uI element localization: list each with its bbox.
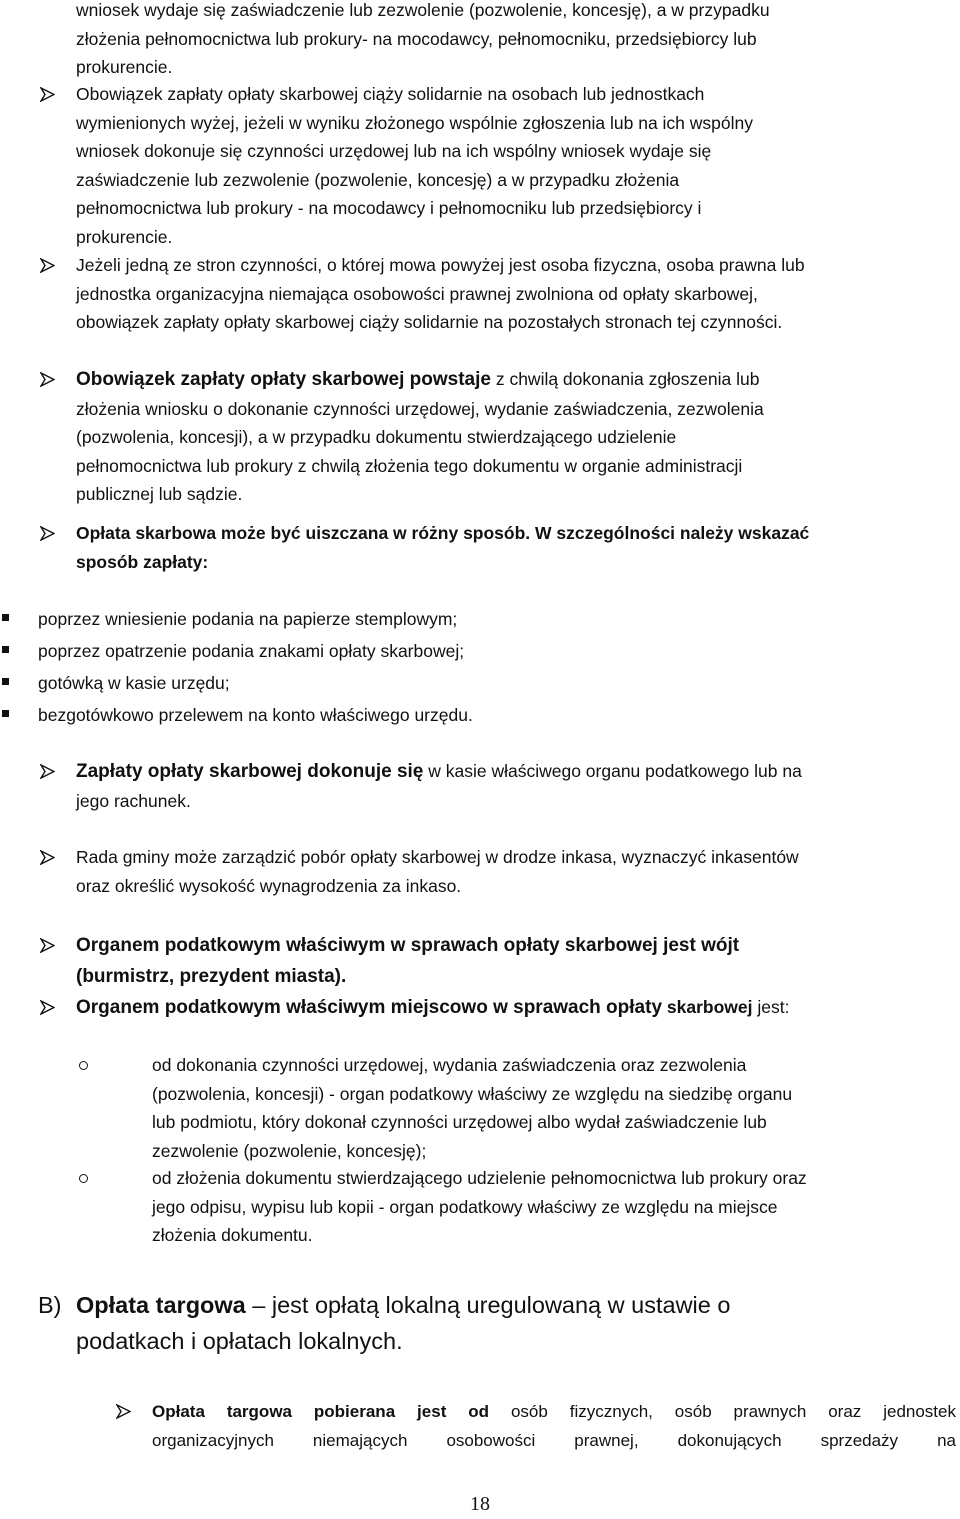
market-fee-paragraph: Opłata targowa pobierana jest od osób fizycznych, osób prawnych oraz jednostek organizacyjnych niemających osobowości prawnej, dokonujących sprzedaży na bbox=[152, 1402, 956, 1450]
circle-bullet-icon bbox=[79, 1174, 88, 1183]
arrow-bullet-icon bbox=[116, 1404, 131, 1419]
payment-place-paragraph: Zapłaty opłaty skarbowej dokonuje się w kasie właściwego organu podatkowego lub na jego rachunek. bbox=[76, 761, 802, 811]
exemption-paragraph: Jeżeli jedną ze stron czynności, o której mowa powyżej jest osoba fizyczna, osoba prawna lub jednostka organizacyjna niemająca osobowości prawnej zwolniona od opłaty skarbowej, obowiązek zapłaty opłaty skarbowej ciąży solidarnie na pozostałych stronach tej czynności. bbox=[76, 255, 805, 332]
tax-authority-paragraph: Organem podatkowym właściwym w sprawach opłaty skarbowej jest wójt (burmistrz, prezydent miasta). bbox=[76, 935, 740, 987]
payment-ways-heading: Opłata skarbowa może być uiszczana w różny sposób. W szczególności należy wskazać sposób zapłaty: bbox=[76, 523, 810, 572]
solidarity-paragraph: Obowiązek zapłaty opłaty skarbowej ciąży solidarnie na osobach lub jednostkach wymienionych wyżej, jeżeli w wyniku złożonego wspólnie zgłoszenia lub na ich wspólny wniosek dokonuje się czynności urzędowej lub na ich wspólny wniosek wydaje się zaświadczenie lub zezwolenie (pozwolenie, koncesję) a w przypadku złożenia pełnomocnictwa lub prokury - na mocodawcy i pełnomocniku lub przedsiębiorcy i prokurencie. bbox=[76, 84, 753, 247]
intro-paragraph: wniosek wydaje się zaświadczenie lub zezwolenie (pozwolenie, koncesję), a w przypadku złożenia pełnomocnictwa lub prokury- na mocodawcy, pełnomocniku, przedsiębiorcy lub prokurencie. bbox=[76, 0, 770, 77]
square-bullet-icon bbox=[2, 678, 9, 685]
arrow-bullet-icon bbox=[40, 764, 55, 779]
square-bullet-icon bbox=[2, 710, 9, 717]
list-item: bezgotówkowo przelewem na konto właściwego urzędu. bbox=[38, 705, 473, 725]
arrow-bullet-icon bbox=[40, 87, 55, 102]
obligation-arises-paragraph: Obowiązek zapłaty opłaty skarbowej powstaje z chwilą dokonania zgłoszenia lub złożenia wniosku o dokonanie czynności urzędowej, wydanie zaświadczenia, zezwolenia (pozwolenia, koncesji), a w przypadku dokumentu stwierdzającego udzielenie pełnomocnictwa lub prokury z chwilą złożenia tego dokumentu w organie administracji publicznej lub sądzie. bbox=[76, 369, 764, 504]
local-authority-paragraph: Organem podatkowym właściwym miejscowo w sprawach opłaty skarbowej jest: bbox=[76, 997, 790, 1018]
list-item: poprzez wniesienie podania na papierze stemplowym; bbox=[38, 609, 458, 629]
section-b-heading: Opłata targowa – jest opłatą lokalną uregulowaną w ustawie o podatkach i opłatach lokalnych. bbox=[76, 1292, 731, 1354]
arrow-bullet-icon bbox=[40, 258, 55, 273]
arrow-bullet-icon bbox=[40, 526, 55, 541]
list-item: poprzez opatrzenie podania znakami opłaty skarbowej; bbox=[38, 641, 465, 661]
sub-item-official-act: od dokonania czynności urzędowej, wydania zaświadczenia oraz zezwolenia (pozwolenia, koncesji) - organ podatkowy właściwy ze względu na siedzibę organu lub podmiotu, który dokonał czynności urzędowej albo wydał zaświadczenie lub zezwolenie (pozwolenie, koncesję); bbox=[152, 1055, 793, 1161]
arrow-bullet-icon bbox=[40, 938, 55, 953]
collection-paragraph: Rada gminy może zarządzić pobór opłaty skarbowej w drodze inkasa, wyznaczyć inkasentów oraz określić wysokość wynagrodzenia za inkaso. bbox=[76, 847, 799, 896]
section-letter: B) bbox=[38, 1292, 62, 1318]
square-bullet-icon bbox=[2, 646, 9, 653]
payment-methods-list bbox=[38, 603, 738, 731]
circle-bullet-icon bbox=[79, 1061, 88, 1070]
list-item: gotówką w kasie urzędu; bbox=[38, 673, 230, 693]
bold-lead: Obowiązek zapłaty opłaty skarbowej powstaje bbox=[76, 369, 491, 390]
page-number: 18 bbox=[470, 1493, 490, 1515]
arrow-bullet-icon bbox=[40, 1000, 55, 1015]
arrow-bullet-icon bbox=[40, 372, 55, 387]
square-bullet-icon bbox=[2, 614, 9, 621]
bold-lead: Zapłaty opłaty skarbowej dokonuje się bbox=[76, 761, 424, 782]
arrow-bullet-icon bbox=[40, 850, 55, 865]
sub-item-power-of-attorney: od złożenia dokumentu stwierdzającego udzielenie pełnomocnictwa lub prokury oraz jego odpisu, wypisu lub kopii - organ podatkowy właściwy ze względu na miejsce złożenia dokumentu. bbox=[152, 1168, 807, 1245]
